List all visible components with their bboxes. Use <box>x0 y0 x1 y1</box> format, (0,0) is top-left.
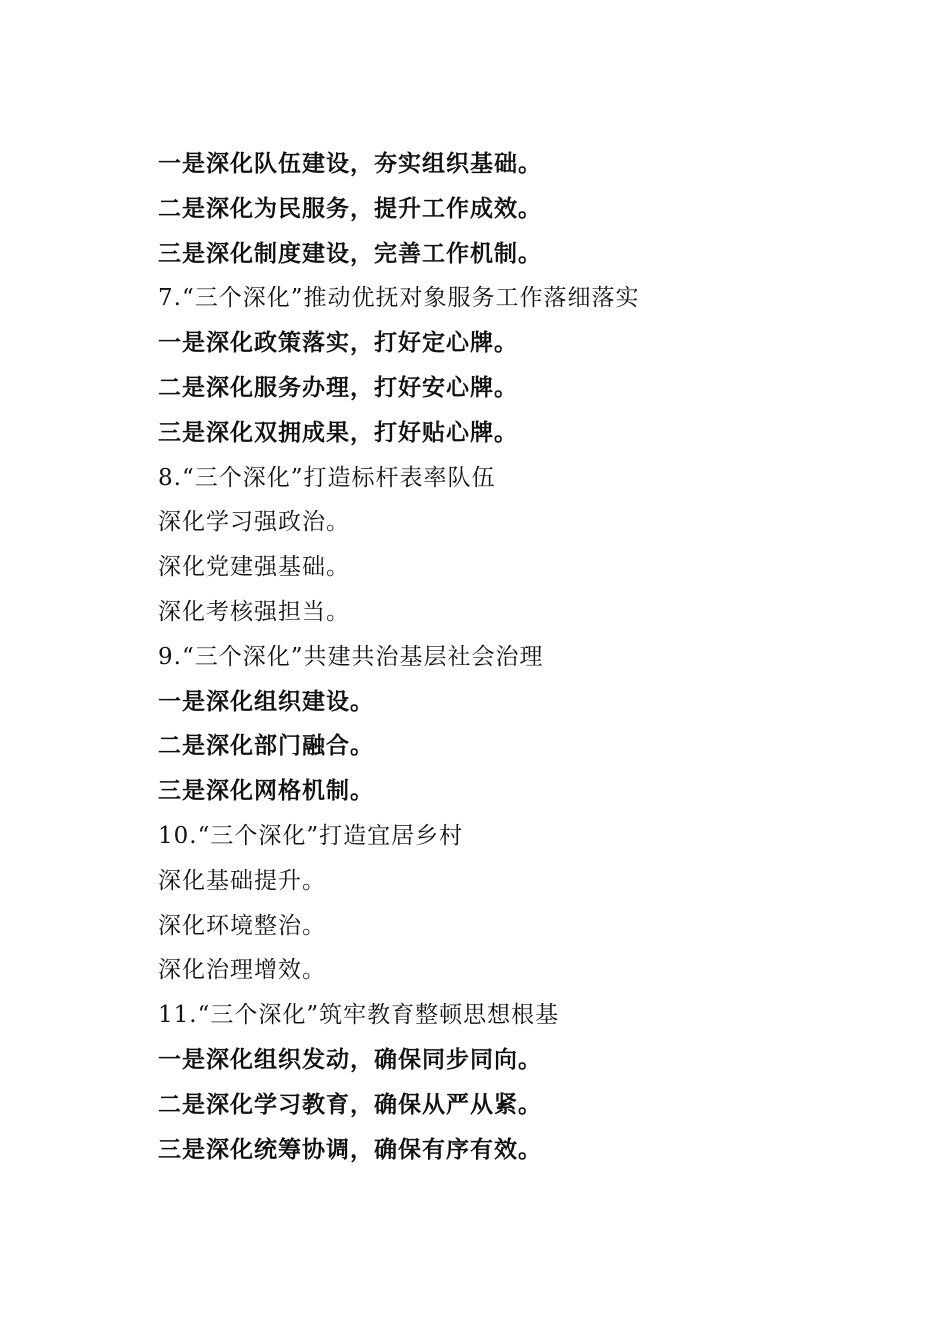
section-heading: 9.“三个深化”共建共治基层社会治理 <box>158 643 544 670</box>
text-line: 三是深化制度建设，完善工作机制。 <box>158 240 542 267</box>
section-heading: 7.“三个深化”推动优抚对象服务工作落细落实 <box>158 285 640 312</box>
text-line: 二是深化服务办理，打好安心牌。 <box>158 374 518 401</box>
section-heading: 10.“三个深化”打造宜居乡村 <box>158 822 464 849</box>
section-heading: 11.“三个深化”筑牢教育整顿思想根基 <box>158 1002 560 1029</box>
text-line: 二是深化学习教育，确保从严从紧。 <box>158 1091 542 1118</box>
text-line: 深化治理增效。 <box>158 957 326 984</box>
text-line: 三是深化网格机制。 <box>158 778 374 805</box>
text-line: 二是深化为民服务，提升工作成效。 <box>158 195 542 222</box>
text-line: 二是深化部门融合。 <box>158 733 374 760</box>
section-heading: 8.“三个深化”打造标杆表率队伍 <box>158 464 496 491</box>
text-line: 深化考核强担当。 <box>158 598 350 625</box>
document-body <box>158 142 858 1172</box>
text-line: 深化学习强政治。 <box>158 509 350 536</box>
text-line: 一是深化组织建设。 <box>158 688 374 715</box>
text-line: 深化基础提升。 <box>158 867 326 894</box>
text-line: 深化党建强基础。 <box>158 554 350 581</box>
text-line: 三是深化双拥成果，打好贴心牌。 <box>158 419 518 446</box>
text-line: 一是深化队伍建设，夯实组织基础。 <box>158 151 542 177</box>
text-line: 深化环境整治。 <box>158 912 326 939</box>
text-line: 一是深化政策落实，打好定心牌。 <box>158 330 518 357</box>
text-line: 一是深化组织发动，确保同步同向。 <box>158 1046 542 1073</box>
text-line: 三是深化统筹协调，确保有序有效。 <box>158 1136 542 1163</box>
